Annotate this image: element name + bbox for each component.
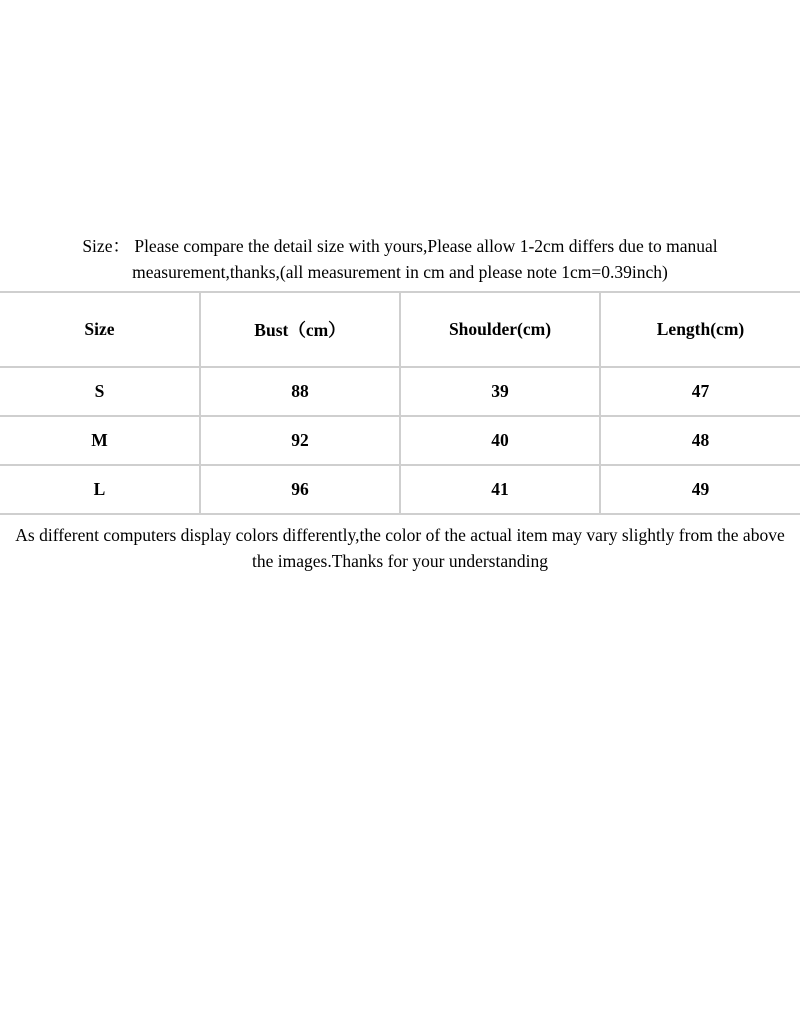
cell-l-length: 49 — [600, 465, 800, 514]
cell-m-length: 48 — [600, 416, 800, 465]
cell-s-bust: 88 — [200, 367, 400, 416]
header-cell-shoulder: Shoulder(cm) — [400, 292, 600, 367]
table-row-m — [0, 416, 800, 465]
color-disclaimer — [0, 522, 800, 574]
cell-l-bust: 96 — [200, 465, 400, 514]
cell-m-size: M — [0, 416, 200, 465]
size-note-line-2: measurement,thanks,(all measurement in cm and please note 1cm=0.39inch) — [132, 262, 668, 282]
cell-s-size: S — [0, 367, 200, 416]
cell-l-size: L — [0, 465, 200, 514]
size-note-line-1: Size： Please compare the detail size with yours,Please allow 1-2cm differs due to manual — [82, 236, 718, 256]
color-disclaimer-line-2: the images.Thanks for your understanding — [252, 551, 548, 571]
size-table — [0, 291, 800, 515]
header-cell-size: Size — [0, 292, 200, 367]
cell-s-shoulder: 39 — [400, 367, 600, 416]
cell-s-length: 47 — [600, 367, 800, 416]
header-cell-length: Length(cm) — [600, 292, 800, 367]
table-row-s — [0, 367, 800, 416]
size-note — [0, 233, 800, 285]
header-cell-bust: Bust（cm） — [200, 292, 400, 367]
size-table-header-row — [0, 292, 800, 367]
cell-m-bust: 92 — [200, 416, 400, 465]
size-chart-page — [0, 233, 800, 1033]
color-disclaimer-line-1: As different computers display colors differently,the color of the actual item may vary slightly from the above — [15, 525, 785, 545]
cell-l-shoulder: 41 — [400, 465, 600, 514]
table-row-l — [0, 465, 800, 514]
cell-m-shoulder: 40 — [400, 416, 600, 465]
